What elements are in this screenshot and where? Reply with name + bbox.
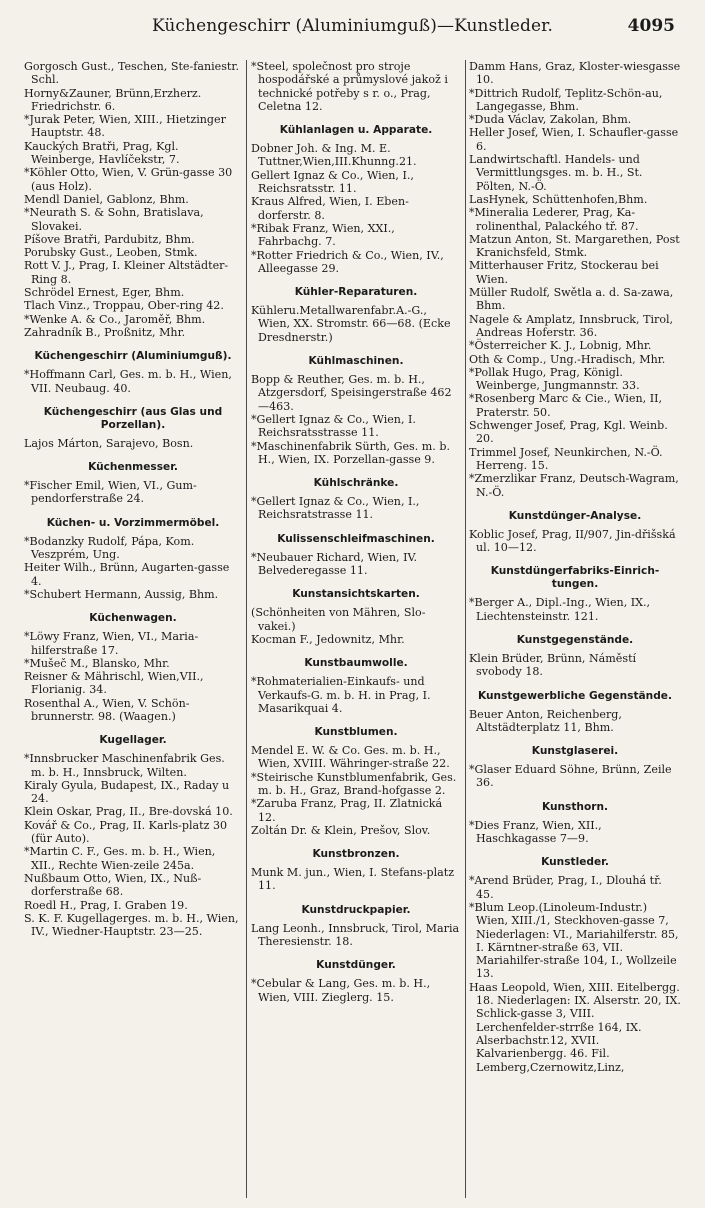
directory-entry: Mendl Daniel, Gablonz, Bhm. <box>24 192 189 206</box>
directory-entry: Horny&Zauner, Brünn,Erzherz. Friedrichstr. 6. <box>24 86 202 113</box>
directory-entry: *Gellert Ignaz & Co., Wien, I. Reichsratsstrasse 11. <box>251 412 416 440</box>
directory-entry: *Martin C. F., Ges. m. b. H., Wien, XII., Rechte Wien-zeile 245a. <box>24 845 216 872</box>
column-divider <box>246 60 247 1198</box>
directory-entry: *Neubauer Richard, Wien, IV. Belvederegasse 11. <box>251 550 418 578</box>
directory-entry: Dobner Joh. & Ing. M. E. Tuttner,Wien,III.Khunng.21. <box>251 142 417 169</box>
directory-entry: (Schönheiten von Mähren, Slo-vakei.) <box>251 606 426 633</box>
section-heading: Kunstblumen. <box>314 726 398 739</box>
section-heading: Kunstgewerbliche Gegenstände. <box>477 689 673 702</box>
running-header <box>0 12 705 38</box>
section-heading: Kugellager. <box>99 734 167 747</box>
directory-entry: Landwirtschaftl. Handels- und Vermittlungsges. m. b. H., St. Pölten, N.-Ö. <box>469 153 643 193</box>
directory-entry: Kiraly Gyula, Budapest, IX., Raday u 24. <box>24 778 230 806</box>
section-heading: Kühlanlagen u. Apparate. <box>279 124 433 137</box>
directory-entry: *Rohmaterialien-Einkaufs- und Verkaufs-G. m. b. H. in Prag, I. Masarikquai 4. <box>251 675 431 715</box>
column-divider <box>465 60 466 1198</box>
directory-entry: Heiter Wilh., Brünn, Augarten-gasse 4. <box>24 561 230 588</box>
directory-entry: *Bodanzky Rudolf, Pápa, Kom. Veszprém, Ung. <box>24 534 195 562</box>
section-heading: Kunstdüngerfabriks-Einrich-tungen. <box>490 565 660 591</box>
directory-entry: Kraus Alfred, Wien, I. Eben-dorferstr. 8. <box>251 195 409 222</box>
directory-entry: Gorgosch Gust., Teschen, Ste-faniestr. Schl. <box>24 60 239 87</box>
directory-entry: Roedl H., Prag, I. Graben 19. <box>24 898 188 912</box>
directory-entry: Gellert Ignaz & Co., Wien, I., Reichsratsstr. 11. <box>251 168 414 196</box>
directory-entry: *Hoffmann Carl, Ges. m. b. H., Wien, VII. Neubaug. 40. <box>24 368 232 395</box>
section-heading: Kunstgegenstände. <box>516 633 634 646</box>
directory-entry: Klein Oskar, Prag, II., Bre-dovská 10. <box>24 805 233 819</box>
directory-entry: Beuer Anton, Reichenberg, Altstädterplatz 11, Bhm. <box>469 707 622 734</box>
directory-entry: Trimmel Josef, Neunkirchen, N.-Ö. Herreng. 15. <box>469 445 663 472</box>
directory-entry: *Jurak Peter, Wien, XIII., Hietzinger Hauptstr. 48. <box>24 113 226 140</box>
directory-entry: *Ribak Franz, Wien, XXI., Fahrbachg. 7. <box>251 221 395 249</box>
directory-entry: *Rosenberg Marc & Cie., Wien, II, Praterstr. 50. <box>469 392 662 419</box>
page-number: 4095 <box>627 16 675 36</box>
directory-entry: *Pollak Hugo, Prag, Königl. Weinberge, Jungmannstr. 33. <box>469 365 640 393</box>
section-heading: Kühler-Reparaturen. <box>294 286 418 299</box>
directory-entry: Matzun Anton, St. Margarethen, Post Kranichsfeld, Stmk. <box>469 232 680 260</box>
directory-entry: *Dittrich Rudolf, Teplitz-Schön-au, Langegasse, Bhm. <box>469 86 663 113</box>
directory-entry: Nagele & Amplatz, Innsbruck, Tirol, Andreas Hoferstr. 36. <box>469 312 674 339</box>
directory-entry: *Schubert Hermann, Aussig, Bhm. <box>24 587 219 601</box>
section-heading: Küchen- u. Vorzimmermöbel. <box>46 516 220 529</box>
directory-entry: *Gellert Ignaz & Co., Wien, I., Reichsratstrasse 11. <box>251 495 420 522</box>
directory-entry: Zoltán Dr. & Klein, Prešov, Slov. <box>251 823 431 837</box>
directory-columns <box>24 60 684 1200</box>
directory-entry: *Österreicher K. J., Lobnig, Mhr. <box>469 339 652 353</box>
section-heading: Kunstbaumwolle. <box>304 657 408 670</box>
directory-entry: Schrödel Ernest, Eger, Bhm. <box>24 286 185 300</box>
section-heading: Kühlschränke. <box>313 477 399 490</box>
section-heading: Kunstdruckpapier. <box>301 903 411 916</box>
section-heading: Küchenwagen. <box>89 612 177 625</box>
section-heading: Kunstglaserei. <box>531 745 619 758</box>
directory-entry: Rott V. J., Prag, I. Kleiner Altstädter-Ring 8. <box>24 259 229 286</box>
section-heading: Küchengeschirr (aus Glas und Porzellan). <box>43 405 223 431</box>
directory-entry: *Steirische Kunstblumenfabrik, Ges. m. b. H., Graz, Brand-hofgasse 2. <box>251 770 457 797</box>
directory-entry: Damm Hans, Graz, Kloster-wiesgasse 10. <box>469 60 681 87</box>
section-heading: Kulissenschleifmaschinen. <box>277 532 435 545</box>
section-heading: Kunstbronzen. <box>312 848 400 861</box>
directory-entry: Müller Rudolf, Swětla a. d. Sa-zawa, Bhm. <box>469 286 674 313</box>
directory-entry: Oth & Comp., Ung.-Hradisch, Mhr. <box>469 352 666 366</box>
directory-entry: *Cebular & Lang, Ges. m. b. H., Wien, VIII. Zieglerg. 15. <box>251 977 431 1004</box>
section-heading: Kunstdünger-Analyse. <box>508 509 642 522</box>
column-2 <box>251 60 461 1200</box>
section-heading: Kunstansichtskarten. <box>292 588 420 601</box>
header-title: Küchengeschirr (Aluminiumguß)—Kunstleder. <box>151 16 554 36</box>
section-heading: Küchengeschirr (Aluminiumguß). <box>34 350 232 363</box>
directory-entry: *Glaser Eduard Söhne, Brünn, Zeile 36. <box>469 763 672 790</box>
directory-entry: Píšove Bratři, Pardubitz, Bhm. <box>24 232 195 246</box>
directory-entry: *Innsbrucker Maschinenfabrik Ges. m. b. H., Innsbruck, Wilten. <box>24 752 225 779</box>
directory-entry: *Neurath S. & Sohn, Bratislava, Slovakei. <box>24 206 204 233</box>
directory-entry: Heller Josef, Wien, I. Schaufler-gasse 6. <box>469 126 679 153</box>
directory-entry: Rosenthal A., Wien, V. Schön-brunnerstr. 98. (Waagen.) <box>24 696 190 723</box>
directory-entry: *Mušeč M., Blansko, Mhr. <box>24 656 170 670</box>
directory-entry: Schwenger Josef, Prag, Kgl. Weinb. 20. <box>469 419 668 446</box>
directory-entry: Munk M. jun., Wien, I. Stefans-platz 11. <box>251 866 455 893</box>
directory-entry: *Löwy Franz, Wien, VI., Maria-hilferstraße 17. <box>24 630 199 657</box>
directory-entry: *Berger A., Dipl.-Ing., Wien, IX., Liechtensteinstr. 121. <box>469 596 651 623</box>
section-heading: Kunsthorn. <box>541 800 609 813</box>
directory-entry: Lajos Márton, Sarajevo, Bosn. <box>24 436 194 450</box>
directory-entry: *Arend Brüder, Prag, I., Dlouhá tř. 45. <box>469 874 662 901</box>
directory-entry: Tlach Vinz., Troppau, Ober-ring 42. <box>24 299 224 313</box>
directory-entry: *Wenke A. & Co., Jaroměř, Bhm. <box>24 312 206 326</box>
directory-entry: Kühleru.Metallwarenfabr.A.-G., Wien, XX. Stromstr. 66—68. (Ecke Dresdnerstr.) <box>251 304 451 344</box>
directory-entry: Lang Leonh., Innsbruck, Tirol, Maria Theresienstr. 18. <box>251 921 460 949</box>
section-heading: Kühlmaschinen. <box>308 355 404 368</box>
directory-entry: Zahradník B., Proßnitz, Mhr. <box>24 325 186 339</box>
directory-entry: Koblic Josef, Prag, II/907, Jin-dřišská ul. 10—12. <box>469 527 676 555</box>
column-3 <box>469 60 681 1200</box>
directory-entry: Mitterhauser Fritz, Stockerau bei Wien. <box>469 259 659 286</box>
section-heading: Küchenmesser. <box>88 461 178 474</box>
directory-entry: Porubsky Gust., Leoben, Stmk. <box>24 246 198 260</box>
directory-entry: *Duda Václav, Zakolan, Bhm. <box>469 113 632 127</box>
directory-entry: *Dies Franz, Wien, XII., Haschkagasse 7—9. <box>469 818 602 846</box>
directory-entry: Kauckých Bratři, Prag, Kgl. Weinberge, Havlíčekstr, 7. <box>24 139 180 167</box>
directory-entry: *Maschinenfabrik Sürth, Ges. m. b. H., Wien, IX. Porzellan-gasse 9. <box>251 439 450 466</box>
directory-entry: *Köhler Otto, Wien, V. Grün-gasse 30 (aus Holz). <box>24 166 233 193</box>
section-heading: Kunstleder. <box>541 856 609 869</box>
directory-entry: Nußbaum Otto, Wien, IX., Nuß-dorferstraße 68. <box>24 871 202 899</box>
column-1 <box>24 60 242 1200</box>
directory-entry: Kovář & Co., Prag, II. Karls-platz 30 (für Auto). <box>24 818 228 846</box>
section-heading: Kunstdünger. <box>316 959 396 972</box>
directory-entry: LasHynek, Schüttenhofen,Bhm. <box>469 192 648 206</box>
directory-entry: *Zaruba Franz, Prag, II. Zlatnická 12. <box>251 797 443 824</box>
directory-entry: Haas Leopold, Wien, XIII. Eitelbergg. 18. Niederlagen: IX. Alserstr. 20, IX. Schlick-gasse 3, VIII. Lerchenfelder-strrße 164, IX. Alserbachstr.12, XVII. Kalvarienbergg. 46. Fil. Lemberg,Czernowitz,Linz, <box>469 980 681 1074</box>
directory-entry: *Fischer Emil, Wien, VI., Gum-pendorferstraße 24. <box>24 479 197 506</box>
directory-entry: *Blum Leop.(Linoleum-Industr.) Wien, XIII./1, Steckhoven-gasse 7, Niederlagen: VI., Mariahilferstr. 85, I. Kärntner-straße 63, VII. Mariahilfer-straße 104, I., Wollzeile 13. <box>469 900 679 981</box>
directory-entry: *Steel, společnost pro stroje hospodářské a průmyslové jakož i technické potřeby s r. o., Prag, Celetna 12. <box>251 60 448 113</box>
directory-entry: Klein Brüder, Brünn, Náměstí svobody 18. <box>469 651 637 679</box>
directory-entry: *Mineralia Lederer, Prag, Ka-rolinenthal, Palackého tř. 87. <box>469 206 639 233</box>
directory-entry: *Zmerzlikar Franz, Deutsch-Wagram, N.-Ö. <box>469 472 679 499</box>
directory-entry: *Rotter Friedrich & Co., Wien, IV., Alleegasse 29. <box>251 248 444 275</box>
directory-entry: Kocman F., Jedownitz, Mhr. <box>251 632 405 646</box>
directory-entry: Reisner & Mährischl, Wien,VII., Florianig. 34. <box>24 670 204 697</box>
directory-entry: Bopp & Reuther, Ges. m. b. H., Atzgersdorf, Speisingerstraße 462—463. <box>251 373 452 413</box>
directory-entry: Mendel E. W. & Co. Ges. m. b. H., Wien, XVIII. Währinger-straße 22. <box>251 744 450 771</box>
directory-entry: S. K. F. Kugellagerges. m. b. H., Wien, IV., Wiedner-Hauptstr. 23—25. <box>24 911 239 939</box>
